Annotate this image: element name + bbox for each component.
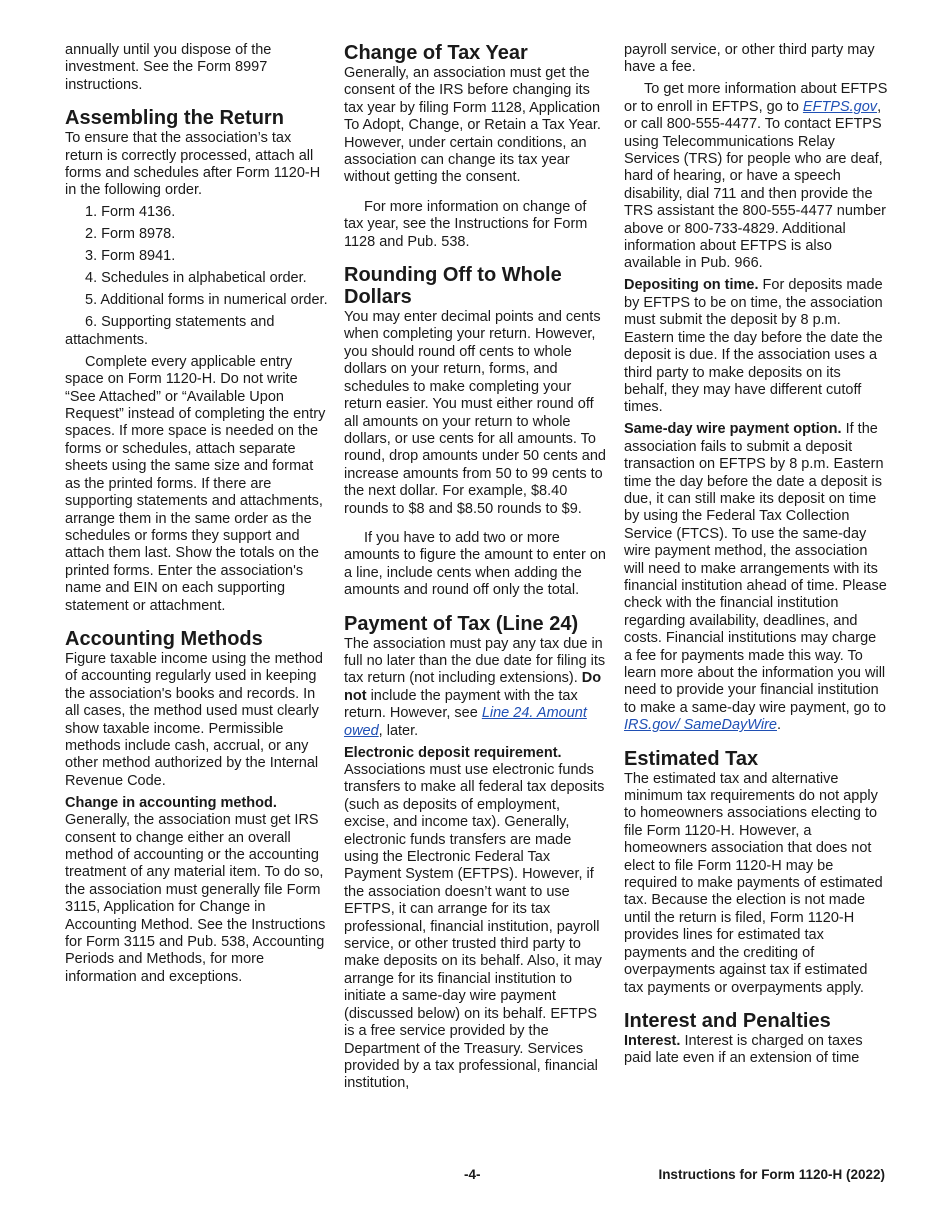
text: 5. Additional forms in numerical order. [85,292,328,309]
text: Figure taxable income using the method of accounting regularly used in keeping the association's books and records. In all cases, the method used must clearly show taxable income. Permissible methods include cash, accrual, or any other method authorized by the Internal Revenue Code. [65,650,323,789]
section-heading: Assembling the Return [65,107,284,130]
section-heading: Change of Tax Year [344,42,528,64]
paragraph [65,354,329,615]
section-heading: Rounding Off to Whole Dollars [344,264,562,309]
text: Interest is charged on taxes paid late even if an extension of time [624,1032,863,1067]
paragraph [65,226,329,243]
text: annually until you dispose of the investment. See the Form 8997 instructions. [65,42,272,93]
paragraph [65,292,329,309]
paragraph [65,204,329,221]
section-heading: Accounting Methods [65,627,263,650]
run-in-heading: Interest. [624,1032,681,1049]
text: For more information on change of tax year, see the Instructions for Form 1128 and Pub. 538. [344,198,588,250]
text: Generally, an association must get the consent of the IRS before changing its tax year by filing Form 1128, Application To Adopt, Change, or Retain a Tax Year. However, under certain conditions, an association can change its tax year without getting the consent. [344,65,601,186]
text: , later. [378,722,419,739]
page-number: -4- [464,1167,481,1182]
text: You may enter decimal points and cents when completing your return. However, you should round off cents to whole dollars on your return, forms, and schedules to make completing your return easier. You must either round off all amounts on your return to whole dollars, or use cents for all amounts. To round, drop amounts under 50 cents and increase amounts from 50 to 99 cents to the next dollar. For example, $8.40 rounds to $8 and $8.50 rounds to $9. [344,309,606,517]
text: , or call 800-555-4477. To contact EFTPS using Telecommunications Relay Services (TRS) for people who are deaf, hard of hearing, or have a speech disability, dial 711 and then provide the TRS assistant the 800-555-4477 number above or 800-733-4829. Additional information about EFTPS is also available in Pub. 966. [624,98,886,272]
footer-title: Instructions for Form 1120-H (2022) [658,1167,885,1182]
paragraph [344,745,608,1093]
paragraph [65,314,329,349]
text: . [776,717,782,734]
text: If the association fails to submit a deposit transaction on EFTPS by 8 p.m. Eastern time the day before the date a deposit is due, it can still make its deposit on time by using the Federal Tax Collection Service (FTCS). To use the same-day wire payment method, the association will need to make arrangements with its financial institution ahead of time. Please check with the financial institution regarding availability, deadlines, and costs. Financial institutions may charge a fee for payments made this way. To learn more about the information you will need to provide your financial institution to make a same-day wire payment, go to [624,421,887,716]
run-in-heading: Electronic deposit requirement. [344,744,562,761]
text: payroll service, or other third party may have a fee. [624,42,875,76]
paragraph [624,421,888,734]
text: To get more information about EFTPS or to enroll in EFTPS, go to [624,81,888,115]
text: The estimated tax and alternative minimum tax requirements do not apply to homeowners associations electing to file Form 1120-H. However, a homeowners association that does not elect to file Form 1120-H may be required to make payments of estimated tax. Because the election is not made until the return is filed, Form 1120-H provides lines for estimated tax payments and the crediting of overpayments against tax if estimated tax payments or overpayments apply. [624,770,883,996]
run-in-heading: Depositing on time. [624,277,759,294]
hyperlink[interactable]: Line 24. Amount owed [344,705,587,739]
text: 4. Schedules in alphabetical order. [85,270,307,287]
column-3 [624,42,888,1072]
run-in-heading: Change in accounting method. [65,794,277,811]
text: For deposits made by EFTPS to be on time, the association must submit the deposit by 8 p.m. Eastern time the day before the date the deposit is due. If the association uses a third party to make deposits on its behalf, they may have different cutoff times. [624,277,883,416]
paragraph [624,81,888,272]
paragraph [344,65,608,187]
section-heading: Interest and Penalties [624,1009,831,1032]
column-2 [344,42,608,1097]
run-in-heading: Do not [344,670,602,704]
paragraph [65,130,329,200]
paragraph [624,771,888,997]
text: If you have to add two or more amounts to figure the amount to enter on a line, include cents when adding the amounts and round off only the total. [344,529,606,599]
text: 1. Form 4136. [85,204,176,221]
paragraph [344,309,608,518]
paragraph [624,42,888,77]
paragraph [344,530,608,600]
text: To ensure that the association’s tax return is correctly processed, attach all forms and schedules after Form 1120-H in the following order. [65,130,321,199]
paragraph [624,277,888,416]
text: Associations must use electronic funds transfers to make all federal tax deposits (such as deposits of employment, excise, and income tax). Generally, electronic funds transfers are made using the Electronic Federal Tax Payment System (EFTPS). However, if the association doesn’t want to use EFTPS, it can arrange for its tax professional, financial institution, payroll service, or other trusted third party to make deposits on its behalf. Also, it may arrange for its financial institution to initiate a same-day wire payment (discussed below) on its behalf. EFTPS is a free service provided by the Department of the Treasury. Services provided by a tax professional, financial institution, [344,762,605,1092]
paragraph [65,248,329,265]
paragraph [624,1033,888,1068]
paragraph [65,270,329,287]
paragraph [344,636,608,740]
paragraph [344,199,608,251]
paragraph [65,795,329,986]
text: include the payment with the tax return. However, see [344,687,578,722]
paragraph [65,651,329,790]
paragraph [65,42,329,94]
text: Generally, the association must get IRS consent to change either an overall method of accounting or the accounting treatment of any material item. To do so, the association must generally file Form 3115, Application for Change in Accounting Method. See the Instructions for Form 3115 and Pub. 538, Accounting Periods and Methods, for more information and exceptions. [65,812,326,985]
text: 3. Form 8941. [85,248,176,265]
text: 2. Form 8978. [85,226,176,243]
text: The association must pay any tax due in full no later than the due date for filing its tax return (not including extensions). [344,635,606,687]
column-1 [65,42,329,991]
section-heading: Estimated Tax [624,747,759,770]
hyperlink[interactable]: IRS.gov/ SameDayWire [624,717,777,734]
text: 6. Supporting statements and attachments. [65,314,275,348]
text: Complete every applicable entry space on Form 1120-H. Do not write “See Attached” or “Available Upon Request” instead of completing the entry spaces. If more space is needed on the forms or schedules, attach separate sheets using the same size and format as the printed forms. If there are supporting statements and attachments, arrange them in the same order as the schedules or forms they support and attach them last. Show the totals on the printed forms. Enter the association's name and EIN on each supporting statement or attachment. [65,353,326,614]
run-in-heading: Same-day wire payment option. [624,421,842,438]
hyperlink[interactable]: EFTPS.gov [802,98,878,115]
section-heading: Payment of Tax (Line 24) [344,612,579,635]
